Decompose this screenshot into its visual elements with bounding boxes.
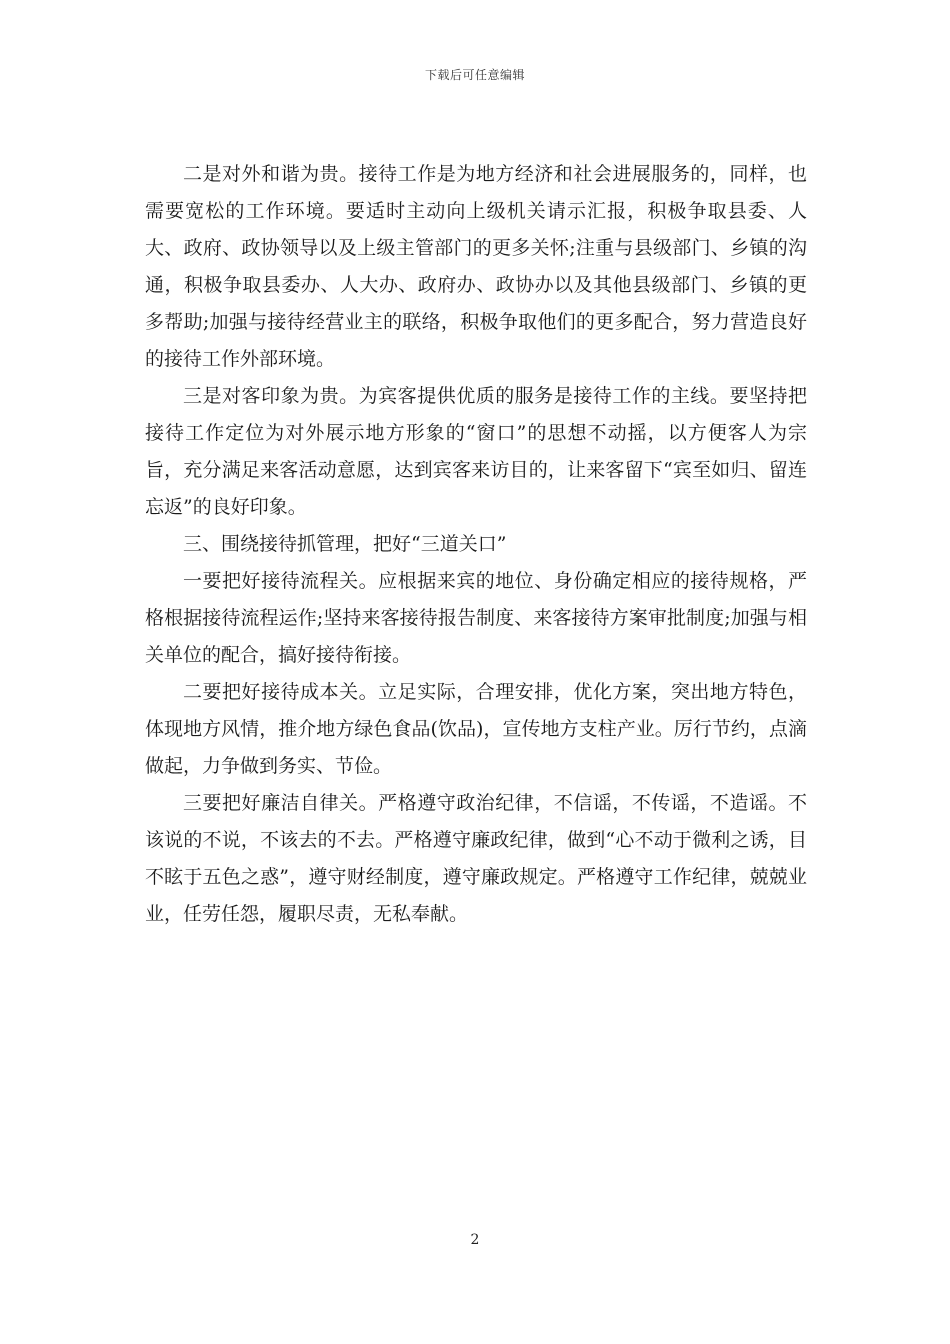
paragraph-process: 一要把好接待流程关。应根据来宾的地位、身份确定相应的接待规格，严格根据接待流程运作;坚持来客接待报告制度、来客接待方案审批制度;加强与相关单位的配合，搞好接待衔接。 [145,570,807,666]
document-body [145,156,807,933]
page-number: 2 [470,1232,480,1248]
paragraph-integrity: 三要把好廉洁自律关。严格遵守政治纪律，不信谣，不传谣，不造谣。不该说的不说，不该去的不去。严格遵守廉政纪律，做到“心不动于微利之诱，目不眩于五色之惑”，遵守财经制度，遵守廉政规定。严格遵守工作纪律，兢兢业业，任劳任怨，履职尽责，无私奉献。 [145,792,807,925]
paragraph-impression: 三是对客印象为贵。为宾客提供优质的服务是接待工作的主线。要坚持把接待工作定位为对外展示地方形象的“窗口”的思想不动摇，以方便客人为宗旨，充分满足来客活动意愿，达到宾客来访目的，让来客留下“宾至如归、留连忘返”的良好印象。 [145,385,807,518]
page-header: 下载后可任意编辑 [424,68,525,82]
paragraph-cost: 二要把好接待成本关。立足实际，合理安排，优化方案，突出地方特色，体现地方风情，推介地方绿色食品(饮品)，宣传地方支柱产业。厉行节约，点滴做起，力争做到务实、节俭。 [145,681,807,777]
paragraph-harmony: 二是对外和谐为贵。接待工作是为地方经济和社会进展服务的，同样，也需要宽松的工作环境。要适时主动向上级机关请示汇报，积极争取县委、人大、政府、政协领导以及上级主管部门的更多关怀;注重与县级部门、乡镇的沟通，积极争取县委办、人大办、政府办、政协办以及其他县级部门、乡镇的更多帮助;加强与接待经营业主的联络，积极争取他们的更多配合，努力营造良好的接待工作外部环境。 [145,163,807,370]
section-heading-three-checkpoints: 三、围绕接待抓管理，把好“三道关口” [183,533,507,555]
